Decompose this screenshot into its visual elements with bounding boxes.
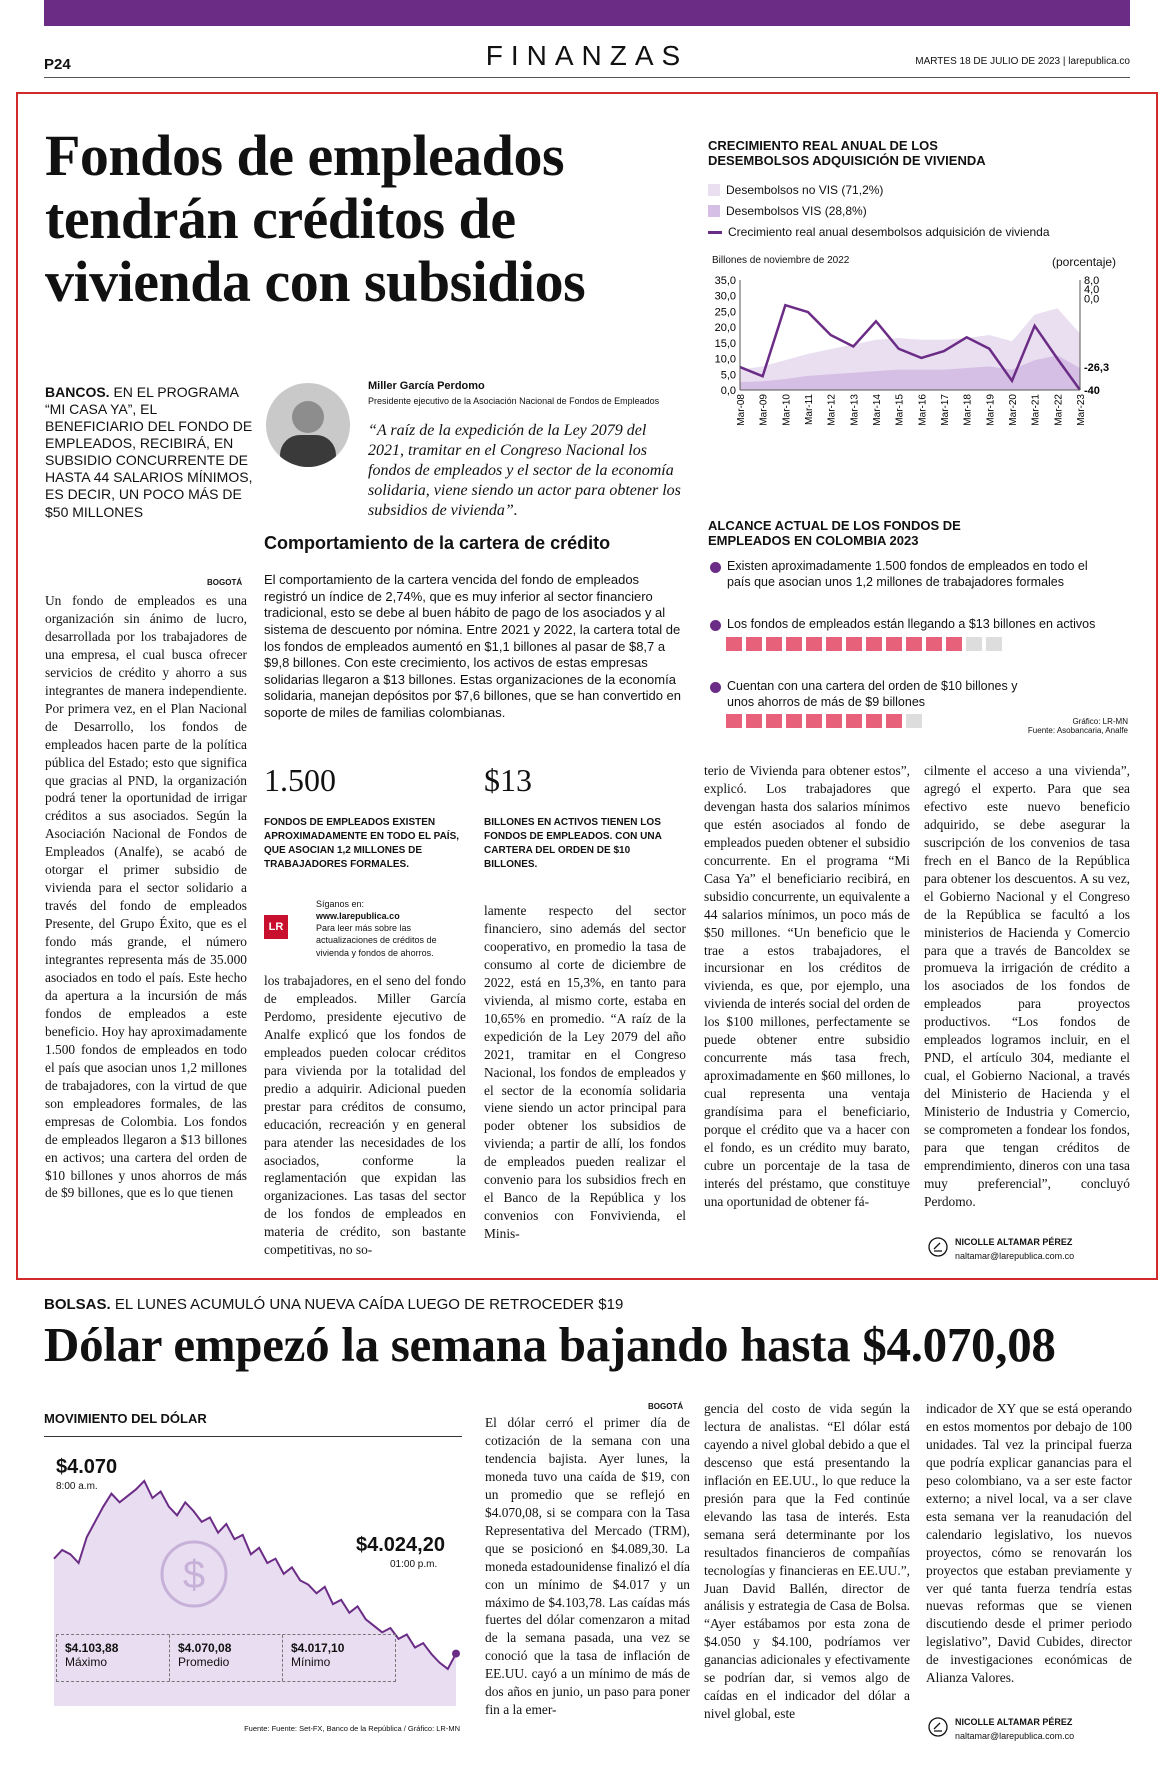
x-tick-label: Mar-23 [1076, 394, 1087, 426]
left-tick-label: 5,0 [720, 369, 736, 382]
pen-icon [928, 1237, 948, 1257]
pen-icon [928, 1717, 948, 1737]
follow-label: Síganos en: [316, 899, 365, 909]
stats-box [56, 1634, 396, 1682]
bar-segment [866, 714, 882, 728]
fact-item-2 [710, 617, 1110, 633]
article-kicker [45, 384, 255, 521]
left-axis-unit: Billones de noviembre de 2022 [712, 255, 850, 266]
left-tick-label: 15,0 [714, 337, 736, 350]
subhead: Comportamiento de la cartera de crédito [264, 533, 611, 553]
author-name: NICOLLE ALTAMAR PÉREZ [955, 1237, 1073, 1247]
stat-max-label: Máximo [65, 1655, 108, 1669]
dollar-last-point [452, 1650, 460, 1658]
article-column-2: los trabajadores, en el seno del fondo de empleados. Miller García Perdomo, presidente ejecutivo de Analfe explicó que los fondos de empleados pueden colocar créditos para vivienda por la totalidad del predio a adquirir. Adicional pueden prestar para créditos de consumo, educación, recreación y en general para atender las necesidades de los asociados, conforme la reglamentación que expidan las organizaciones. Las tasas del sector de los fondos de empleados en materia de crédito, son bastante competitivas, no so- [264, 973, 466, 1258]
article2-kicker [44, 1296, 623, 1313]
open-time: 8:00 a.m. [56, 1481, 98, 1492]
dollar-chart-source: Fuente: Fuente: Set-FX, Banco de la República / Gráfico: LR-MN [244, 1724, 460, 1733]
pull-quote: “A raíz de la expedición de la Ley 2079 del 2021, tramitar en el Congreso Nacional los fondos de empleados y el sector de la economía solidaria, viene siendo un actor para obtener los subsidios de vivienda”. [368, 422, 681, 519]
legend-swatch-vis [708, 205, 720, 217]
stat-avg-value: $4.070,08 [178, 1641, 232, 1655]
author2-name: NICOLLE ALTAMAR PÉREZ [955, 1717, 1073, 1727]
bar-segment [826, 714, 842, 728]
x-tick-label: Mar-22 [1053, 394, 1065, 426]
bar-segment [766, 714, 782, 728]
dollar-chart-title: MOVIMIENTO DEL DÓLAR [44, 1411, 207, 1426]
x-tick-label: Mar-12 [826, 394, 838, 426]
dateline-2: BOGOTÁ [648, 1402, 684, 1411]
quote-name: Miller García Perdomo [368, 380, 485, 392]
credit-source: Fuente: Asobancaria, Analfe [1027, 726, 1128, 735]
dateline: BOGOTÁ [207, 578, 243, 587]
left-tick-label: 30,0 [714, 290, 736, 303]
right-tick-label: -40 [1084, 385, 1100, 397]
article2-column-2: gencia del costo de vida según la lectura de analistas. “El dólar está cayendo a nivel global debido a que el descenso que está presentando la inflación en EE.UU., lo que reduce la presión para que la Fed continúe elevando las tasa de interés. Esta semana será determinante por los resultados financieros de compañías tecnologías y financieras en EE.UU.”, Juan David Ballén, director de análisis y estrategia de Casa de Bolsa. “Ayer estábamos por esta zona de $4.050 y $4.100, podríamos ver ganancias adicionales y efectivamente se podrían dar, si vemos algo de caídas en el indicador del dólar a nivel global, este [704, 1401, 910, 1722]
left-tick-label: 0,0 [720, 385, 736, 397]
article-title: Fondos de empleados tendrán créditos de vivienda con subsidios [45, 123, 586, 315]
fact-text-2: Los fondos de empleados están llegando a $13 billones en activos [727, 617, 1096, 631]
stat-min-value: $4.017,10 [291, 1641, 345, 1655]
credit-graphic: Gráfico: LR-MN [1072, 717, 1128, 726]
follow-link[interactable]: www.larepublica.co [316, 911, 400, 922]
chart-credit [1000, 717, 1128, 735]
stat-min [282, 1635, 395, 1681]
header-date: MARTES 18 DE JULIO DE 2023 | larepublica.co [915, 56, 1130, 67]
author-email[interactable]: naltamar@larepublica.com.co [955, 1251, 1075, 1261]
chart-top-rule [44, 1436, 462, 1437]
right-tick-label: 8,0 [1084, 275, 1100, 287]
article-column-5: cilmente el acceso a una vivienda”, agregó el experto. Para que sea efectivo este nuevo beneficio adquirido, se debe asegurar la suscripción de los convenios de tasa frech en el Banco de la República para obtener los descuentos. A su vez, el Gobierno Nacional y el Congreso de la República se facultó a los ministerios de Hacienda y Comercio para que a través de Bancoldex se promueva la irrigación de crédito a los asociados de los fondos de empleados para proyectos productivos. “Los fondos de empleados logramos incluir, en el PND, el artículo 304, mediante el cual, el Gobierno Nacional, a través del Ministerio de Hacienda y el Ministerio de Industria y Comercio, se comprometen a fondear los fondos, para que tengan créditos de emprendimiento, dineros con una tasa muy preferencial”, concluyó Perdomo. [924, 763, 1130, 1209]
bar-segment [786, 714, 802, 728]
right-axis-unit: (porcentaje) [1052, 255, 1117, 269]
bar-segment [746, 637, 762, 651]
person-silhouette-icon [266, 383, 350, 467]
bar-segment [926, 637, 942, 651]
x-tick-label: Mar-08 [736, 394, 747, 426]
bar-segment [846, 637, 862, 651]
kicker-text: EL LUNES ACUMULÓ UNA NUEVA CAÍDA LUEGO DE RETROCEDER $19 [110, 1296, 624, 1313]
site-link[interactable]: larepublica.co [1068, 56, 1130, 67]
left-tick-label: 25,0 [714, 306, 736, 319]
big-number-2-caption: BILLONES EN ACTIVOS TIENEN LOS FONDOS DE EMPLEADOS. CON UNA CARTERA DEL ORDEN DE $10 BILLONES. [484, 817, 662, 870]
right-tick-label: -26,3 [1084, 362, 1110, 375]
facts-title: ALCANCE ACTUAL DE LOS FONDOS DE EMPLEADOS EN COLOMBIA 2023 [708, 518, 961, 548]
bar-segment [726, 714, 742, 728]
bar-segment [826, 637, 842, 651]
lead-paragraph: El comportamiento de la cartera vencida del fondo de empleados registró un índice de 2,74%, que es muy inferior al sector financiero tradicional, esto se debe al buen hábito de pago de los asociados y al sistema de descuento por nómina. Entre 2021 y 2022, la cartera total de los fondos de empleados aumentó en $1,1 billones al pasar de $8,7 a $9,8 billones. Con este crecimiento, los activos de estas empresas solidarias llegaron a $13 billones. Estas organizaciones de la economía solidaria, manejan depósitos por $7,6 billones, que se han convertido en soporte de miles de familias colombianas. [264, 572, 681, 720]
x-tick-label: Mar-14 [872, 394, 883, 426]
quote-role: Presidente ejecutivo de la Asociación Nacional de Fondos de Empleados [368, 396, 660, 406]
x-tick-label: Mar-21 [1030, 394, 1042, 426]
legend-label-growth: Crecimiento real anual desembolsos adquisición de vivienda [728, 225, 1050, 239]
bar-segment [766, 637, 782, 651]
portfolio-bar [726, 714, 922, 728]
bar-segment [946, 637, 962, 651]
bullet-icon [710, 682, 721, 693]
x-tick-label: Mar-13 [849, 394, 861, 426]
bar-segment [786, 637, 802, 651]
legend-vis [708, 204, 867, 218]
x-tick-label: Mar-20 [1008, 394, 1019, 426]
bar-segment [886, 637, 902, 651]
legend-label-novis: Desembolsos no VIS (71,2%) [726, 183, 884, 197]
stat-avg-label: Promedio [178, 1655, 230, 1669]
bar-segment [886, 714, 902, 728]
larepublica-logo: LR [264, 915, 288, 939]
right-tick-label: 4,0 [1084, 284, 1100, 297]
follow-text: Para leer más sobre las actualizaciones de créditos de vivienda y fondos de ahorros. [316, 923, 437, 958]
x-tick-label: Mar-16 [917, 394, 929, 426]
x-tick-label: Mar-19 [985, 394, 997, 426]
big-number-1: 1.500 [264, 762, 336, 798]
dollar-chart [44, 1406, 462, 1736]
bullet-icon [710, 620, 721, 631]
kicker-text: EN EL PROGRAMA “MI CASA YA”, EL BENEFICIARIO DEL FONDO DE EMPLEADOS, RECIBIRÁ, EN SUBSIDIO CONCURRENTE DE HASTA 44 SALARIOS MÍNIMOS, ES DECIR, UN POCO MÁS DE $50 MILLONES [45, 384, 253, 520]
top-color-bar [44, 0, 1130, 26]
legend-growth [708, 225, 1050, 239]
x-tick-label: Mar-10 [781, 394, 793, 426]
bar-segment [846, 714, 862, 728]
fact-text-3: Cuentan con una cartera del orden de $10 billones y unos ahorros de más de $9 billones [727, 679, 1018, 709]
article-column-4: terio de Vivienda para obtener estos”, explicó. Los trabajadores que devengan hasta dos salarios mínimos que estén asociados al fondo de empleados pueden obtener el subsidio concurrente. En el programa “Mi Casa Ya” el beneficiario recibirá, en subsidio concurrente, un equivalente a 44 salarios mínimos, un poco más de $50 millones. “Un beneficio que le trae a estos trabajadores, el incursionar en los créditos de vivienda, es que, por ejemplo, una vivienda de interés social del orden de los $100 millones, perfectamente se puede obtener entre subsidio concurrente más tasa frech, aproximadamente en $60 millones, lo cual representa una ventaja grandísima para el beneficiario, porque el crédito que va a hacer con el fondo, es un crédito muy barato, cubre un porcentaje de la tasa de interés del préstamo, que constituye una oportunidad de obtener fá- [704, 763, 910, 1209]
date-text: MARTES 18 DE JULIO DE 2023 [915, 56, 1061, 67]
bar-segment [966, 637, 982, 651]
dollar-sign-icon: $ [182, 1553, 206, 1597]
bar-segment [806, 637, 822, 651]
bar-segment [746, 714, 762, 728]
stat-max-value: $4.103,88 [65, 1641, 119, 1655]
close-value: $4.024,20 [356, 1534, 445, 1556]
close-time: 01:00 p.m. [390, 1559, 438, 1570]
bar-segment [726, 637, 742, 651]
big-number-2: $13 [484, 762, 532, 798]
article2-column-3: indicador de XY que se está operando en estos momentos por debajo de 100 unidades. Tal vez la principal fuerza que podría explicar ganancias para el peso colombiano, va a ser este factor externo; a nivel local, va a ser clave esta semana ver la reanudación del calendario legislativo, los nuevos proyectos, cómo se renovarán los proyectos que estaban previamente y ver qué tanta fuerza tendría estas nuevas reformas que se vienen discutiendo desde el primer periodo legislativo”, David Cubides, director de investigaciones económicas de Alianza Valores. [926, 1401, 1132, 1686]
person-photo [266, 383, 350, 467]
left-tick-label: 10,0 [714, 353, 736, 366]
chart-title: CRECIMIENTO REAL ANUAL DE LOS DESEMBOLSOS ADQUISICIÓN DE VIVIENDA [708, 138, 986, 168]
open-value: $4.070 [56, 1456, 118, 1478]
x-tick-label: Mar-18 [962, 394, 974, 426]
bar-segment [806, 714, 822, 728]
stat-max [57, 1635, 169, 1681]
legend-line-growth [708, 231, 722, 234]
section-title: FINANZAS [485, 40, 689, 71]
stat-min-label: Mínimo [291, 1655, 331, 1669]
x-tick-label: Mar-17 [940, 394, 951, 426]
bar-segment [866, 637, 882, 651]
assets-bar [726, 637, 1002, 651]
bar-segment [906, 637, 922, 651]
x-tick-label: Mar-15 [894, 394, 906, 426]
article2-title: Dólar empezó la semana bajando hasta $4.070,08 [44, 1317, 1056, 1372]
fact-item-3 [710, 679, 1040, 710]
article-column-1: Un fondo de empleados es una organización sin ánimo de lucro, desarrollada por los trabajadores de una empresa, el cual busca ofrecer servicios de crédito y ahorro a sus integrantes de manera independiente. Por primera vez, en el Plan Nacional de Desarrollo, los fondos de empleados hacen parte de la política pública del Estado; esto que significa que gracias al PND, la organización podrá tener la oportunidad de irrigar créditos a sus asociados. Según la Asociación Nacional de Fondos de Empleados (Analfe), se acabó de otorgar el primer subsidio de vivienda para el sector solidario a través del fondo de empleados Presente, del Grupo Éxito, que es el fondo más grande, el número integrantes representa más de 35.000 asociados en todo el país. Este hecho da apertura a la incursión de más fondos de empleados a este beneficio. Hoy hay aproximadamente 1.500 fondos de empleados en todo el país que asocian unos 1,2 millones de trabajadores, con la virtud de que son empleadores formales, de las empresas de Colombia. Los fondos de empleados llegaron a $13 billones en activos; una cartera del orden de $10 billones y unos ahorros de más de $9 billones, que es lo que tienen [45, 593, 247, 1201]
legend-novis [708, 183, 883, 197]
stat-avg [169, 1635, 282, 1681]
left-tick-label: 20,0 [714, 322, 736, 335]
follow-box [316, 898, 466, 959]
x-tick-label: Mar-09 [758, 394, 770, 426]
page-header [44, 38, 1130, 78]
fact-item-1 [710, 559, 1100, 590]
big-number-1-caption: FONDOS DE EMPLEADOS EXISTEN APROXIMADAMENTE EN TODO EL PAÍS, QUE ASOCIAN 1,2 MILLONES DE TRABAJADORES FORMALES. [264, 817, 460, 870]
kicker-tag: BANCOS. [45, 384, 110, 400]
left-tick-label: 35,0 [714, 275, 736, 287]
page-number: P24 [44, 56, 71, 73]
housing-chart [700, 272, 1120, 502]
bullet-icon [710, 562, 721, 573]
author2-email[interactable]: naltamar@larepublica.com.co [955, 1731, 1075, 1741]
article-column-3: lamente respecto del sector financiero, sino además del sector cooperativo, en promedio la tasa de consumo al corte de diciembre de 2022, está en 15,3%, en tanto para vivienda, al mismo corte, estaba en 10,65% en promedio. “A raíz de la expedición de la Ley 2079 del año 2021, tramitar en el Congreso Nacional, los fondos de empleados y el sector de la economía solidaria viene siendo un actor principal para poder obtener los subsidios de vivienda; a partir de allí, los fondos de empleados pueden realizar el convenio para los subsidios frech en el Banco de la República y los convenios con Fonvivienda, el Minis- [484, 903, 686, 1242]
bar-segment [906, 714, 922, 728]
article2-column-1: El dólar cerró el primer día de cotización de la semana con una tendencia bajista. Ayer lunes, la moneda tuvo una caída de $19, con un promedio que se reflejó en $4.070,08, si se compara con la Tasa Representativa del Mercado (TRM), que se posicionó en $4.089,30. La moneda estadounidense finalizó el día con un mínimo de $4.017 y un máximo de $4.103,78. Las caídas más fuertes del dólar comenzaron a mitad de la semana pasada, una vez se conoció que la tasa de inflación de EE.UU. cayó a un mínimo de más de dos años en junio, un paso para poner fin a la emer- [485, 1415, 690, 1718]
kicker-tag: BOLSAS. [44, 1296, 111, 1313]
fact-text-1: Existen aproximadamente 1.500 fondos de empleados en todo el país que asocian unos 1,2 millones de trabajadores formales [727, 559, 1088, 589]
legend-label-vis: Desembolsos VIS (28,8%) [726, 204, 867, 218]
right-tick-label: 0,0 [1084, 293, 1100, 306]
x-tick-label: Mar-11 [804, 394, 815, 425]
bar-segment [986, 637, 1002, 651]
legend-swatch-novis [708, 184, 720, 196]
